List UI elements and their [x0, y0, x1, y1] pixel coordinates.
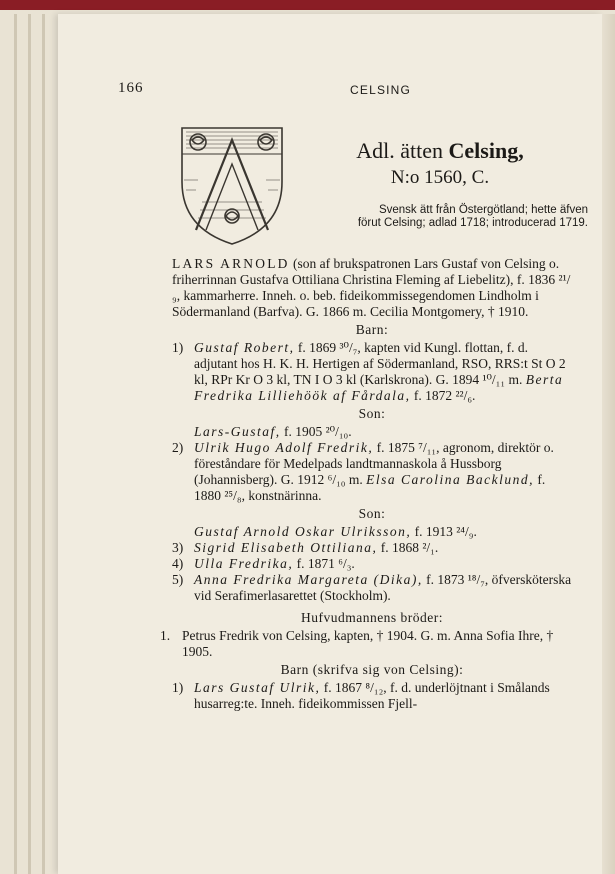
child-text: f. 1867 ⁸/₁₂, f. d. underlöjtnant i Smålands husarreg:te. Inneh. fideikommissen Fjell- — [194, 680, 550, 711]
grandson-text: f. 1905 ²⁰/₁₀. — [280, 424, 352, 439]
family-name: Celsing, — [448, 138, 524, 163]
note-line: Svensk ätt från Östergötland; hette äfven — [378, 204, 588, 216]
child-text: f. 1873 ¹⁸/₇, öfversköterska vid Serafimerlasarettet (Stockholm). — [194, 572, 572, 603]
page-number: 166 — [118, 80, 144, 96]
entry-number: 2) — [172, 440, 184, 455]
child-name: Anna Fredrika Margareta (Dika), — [194, 572, 423, 587]
child-name: Lars Gustaf Ulrik, — [194, 680, 321, 695]
family-note — [298, 204, 588, 230]
grandson-text: f. 1913 ²⁴/₉. — [411, 524, 477, 539]
family-title — [300, 138, 580, 164]
brother-entry — [160, 628, 572, 660]
child-text: f. 1868 ²/₁. — [377, 540, 439, 555]
coat-of-arms-icon — [176, 120, 288, 248]
spouse-name: Elsa Carolina Backlund, — [366, 472, 534, 487]
child-entry — [172, 540, 572, 556]
child-entry — [172, 340, 572, 404]
main-entry — [172, 256, 572, 320]
child-text: f. 1875 ⁷/₁₁, agronom, direktör o. föreståndare för Medelpads landtmannaskola å Hussborg (Johannisberg). G. 1912 ⁶/₁₀ m. — [194, 440, 554, 487]
entry-number: 1) — [172, 680, 184, 695]
spouse-name: Berta Fredrika Lilliehöök af Fårdala, — [194, 372, 564, 403]
grandson-entry — [172, 524, 572, 540]
entry-number: 1) — [172, 340, 184, 355]
page-edge — [28, 14, 31, 874]
page-right-edge — [603, 14, 615, 874]
grandson-name: Gustaf Arnold Oskar Ulriksson, — [194, 524, 412, 539]
child-name: Sigrid Elisabeth Ottiliana, — [194, 540, 378, 555]
section-heading: Hufvudmannens bröder: — [300, 610, 444, 625]
child-entry — [172, 680, 572, 712]
child-entry — [172, 572, 572, 604]
child-name: Ulrik Hugo Adolf Fredrik, — [194, 440, 374, 455]
page-edge — [42, 14, 45, 874]
grandson-entry — [172, 424, 572, 440]
entry-number: 3) — [172, 540, 184, 555]
section-heading: Son: — [358, 406, 386, 421]
entry-number: 5) — [172, 572, 184, 587]
entry-number: 1. — [160, 628, 171, 643]
grandson-name: Lars-Gustaf, — [194, 424, 281, 439]
note-line: förut Celsing; adlad 1718; introducerad 1719. — [357, 217, 588, 229]
genealogy-text — [160, 256, 572, 712]
child-entry — [172, 440, 572, 504]
title-block — [300, 138, 580, 190]
brother-text: Petrus Fredrik von Celsing, kapten, † 1904. G. m. Anna Sofia Ihre, † 1905. — [182, 628, 554, 659]
child-name: Ulla Fredrika, — [194, 556, 294, 571]
family-number: N:o 1560, C. — [390, 167, 490, 188]
section-heading: Son: — [358, 506, 386, 521]
section-heading: Barn: — [355, 322, 389, 337]
main-entry-name: LARS ARNOLD — [172, 256, 290, 271]
child-name: Gustaf Robert, — [194, 340, 295, 355]
child-text: f. 1869 ³⁰/₇, kapten vid Kungl. flottan, f. d. adjutant hos H. K. H. Hertigen af Södermanland, RSO, RRS:t St O 2 kl, RPr Kr O 3 kl, TN I O 3 kl (Karlskrona). G. 1894 ¹⁰/₁₁ m. — [194, 340, 566, 387]
entry-number: 4) — [172, 556, 184, 571]
section-heading: Barn (skrifva sig von Celsing): — [280, 662, 464, 677]
child-text: f. 1871 ⁶/₃. — [293, 556, 355, 571]
page-edge — [14, 14, 17, 874]
child-entry — [172, 556, 572, 572]
main-entry-text: (son af brukspatronen Lars Gustaf von Celsing o. friherrinnan Gustafva Ottiliana Christina Fleming af Liebelitz), f. 1836 ²¹/₉, kammarherre. Inneh. o. beb. fideikommissegendomen Lindholm i Södermanland (Barfva). G. 1866 m. Cecilia Montgomery, † 1910. — [172, 256, 571, 319]
child-text-end: f. 1880 ²⁵/₈, konstnärinna. — [194, 472, 546, 503]
running-head: CELSING — [350, 83, 412, 97]
title-prefix: Adl. ätten — [356, 138, 444, 163]
child-text-end: f. 1872 ²²/₆. — [410, 388, 476, 403]
